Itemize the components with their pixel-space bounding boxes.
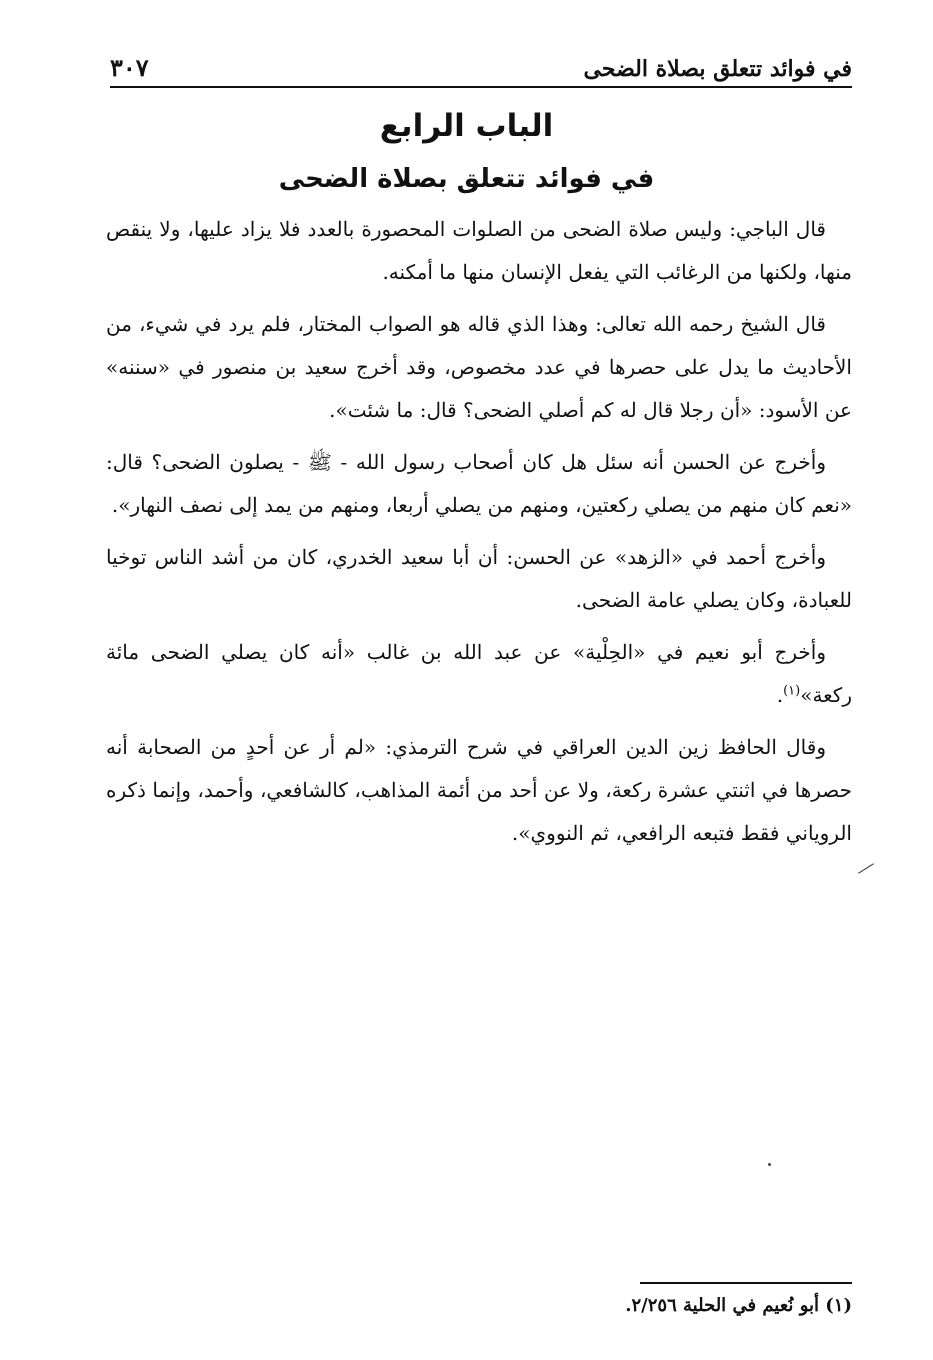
running-title: في فوائد تتعلق بصلاة الضحى: [583, 56, 852, 82]
page-number: ٣٠٧: [110, 53, 149, 82]
paragraph-with-footnote: [106, 631, 852, 717]
stray-dot: [768, 1163, 771, 1166]
paragraph: قال الشيخ رحمه الله تعالى: وهذا الذي قاله هو الصواب المختار، فلم يرد في شيء، من الأحاديث ما يدل على حصرها في عدد مخصوص، وقد أخرج سعيد بن منصور في «سننه» عن الأسود: «أن رجلا قال له كم أصلي الضحى؟ قال: ما شئت».: [106, 312, 852, 422]
paragraph: قال الباجي: وليس صلاة الضحى من الصلوات المحصورة بالعدد فلا يزاد عليها، ولا ينقص منها، ولكنها من الرغائب التي يفعل الإنسان منها ما أمكنه.: [106, 217, 852, 284]
footnote-reference[interactable]: (١): [783, 683, 801, 699]
paragraph-text: وأخرج أبو نعيم في «الحِلْية» عن عبد الله بن غالب «أنه كان يصلي الضحى مائة ركعة»: [106, 640, 852, 707]
running-header: [110, 52, 852, 88]
paragraph: وأخرج عن الحسن أنه سئل هل كان أصحاب رسول الله - ﷺ - يصلون الضحى؟ قال: «نعم كان منهم من يصلي ركعتين، ومنهم من يصلي أربعا، ومنهم من يمد إلى نصف النهار».: [106, 450, 852, 517]
paragraph: وقال الحافظ زين الدين العراقي في شرح الترمذي: «لم أر عن أحدٍ من الصحابة أنه حصرها في اثنتي عشرة ركعة، ولا عن أحد من أئمة المذاهب، كالشافعي، وأحمد، وإنما ذكره الروياني فقط فتبعه الرافعي، ثم النووي».: [106, 735, 852, 845]
body-text: [106, 208, 852, 864]
paragraph-end: .: [776, 683, 784, 707]
paragraph: وأخرج أحمد في «الزهد» عن الحسن: أن أبا سعيد الخدري، كان من أشد الناس توخيا للعبادة، وكان يصلي عامة الضحى.: [106, 545, 852, 612]
footnote: (١) أبو نُعيم في الحلية ٢/٢٥٦.: [625, 1295, 852, 1316]
chapter-title: الباب الرابع: [379, 108, 554, 144]
chapter-subtitle: في فوائد تتعلق بصلاة الضحى: [278, 164, 655, 194]
footnote-divider: [640, 1282, 852, 1284]
stray-pen-mark: [858, 863, 874, 873]
